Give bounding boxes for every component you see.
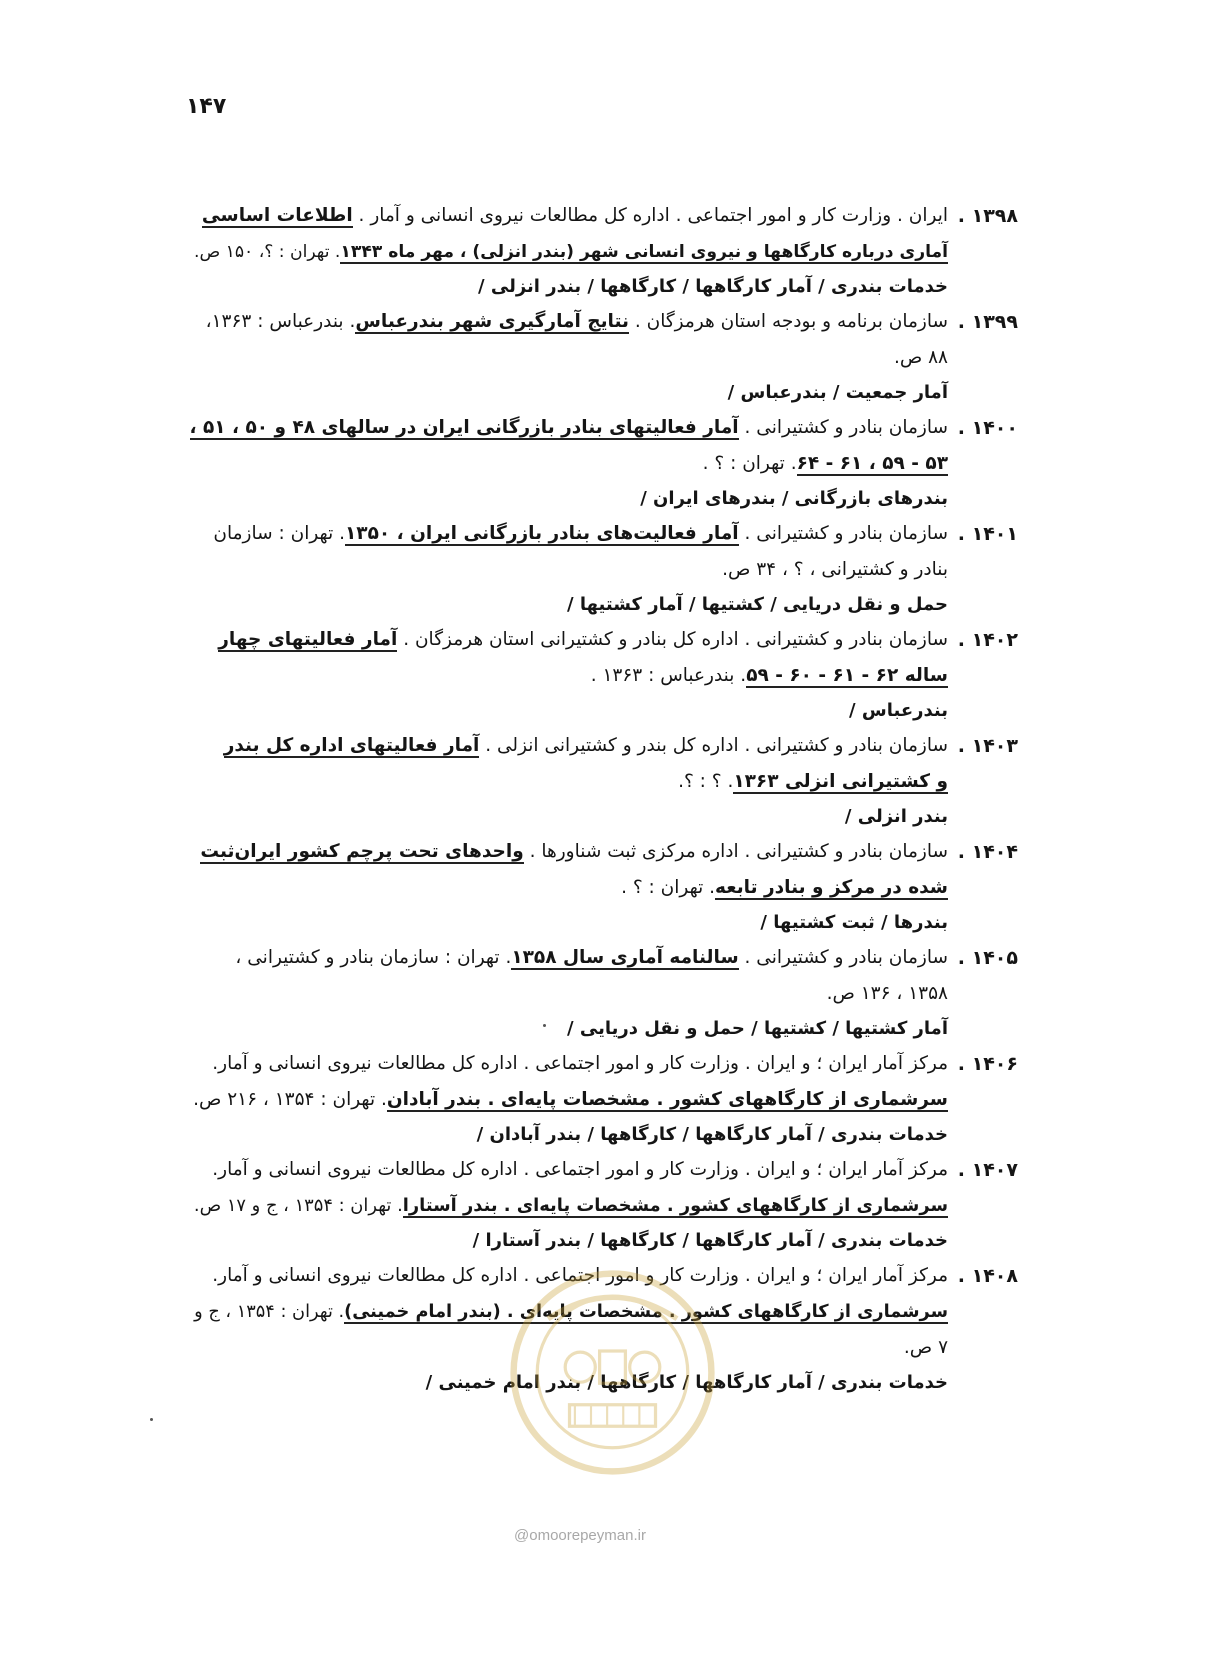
entry-number: ۱۴۰۱ .	[957, 523, 1018, 545]
entry-text: ایران . وزارت کار و امور اجتماعی . اداره کل مطالعات نیروی انسانی و آمار .	[352, 205, 948, 226]
entry-title: و کشتیرانی انزلی ۱۳۶۳	[733, 771, 948, 792]
entry-text: . تهران : سازمان بنادر و کشتیرانی ،	[235, 947, 512, 968]
entry-text: سازمان بنادر و کشتیرانی .	[738, 947, 948, 968]
watermark-text: @omoorepeyman.ir	[514, 1527, 646, 1544]
entry-number: ۱۴۰۸ .	[957, 1265, 1018, 1287]
entry-number: ۱۴۰۲ .	[957, 629, 1018, 651]
entry-text: مرکز آمار ایران ؛ و ایران . وزارت کار و امور اجتماعی . اداره کل مطالعات نیروی انسانی و آمار.	[212, 1265, 948, 1286]
entry-text: سازمان بنادر و کشتیرانی . اداره مرکزی ثبت شناورها .	[523, 841, 948, 862]
entry-number: ۱۴۰۳ .	[957, 735, 1018, 757]
entry-subjects: خدمات بندری / آمار کارگاهها / کارگاهها / بندر امام خمینی /	[425, 1372, 948, 1393]
entry-line	[178, 340, 948, 376]
entry-text: سازمان بنادر و کشتیرانی .	[738, 523, 948, 544]
entry-text: . تهران : ۱۳۵۴ ، ج و ۱۷ ص.	[193, 1195, 403, 1216]
bibliography-entry	[178, 198, 1018, 304]
bibliography-entry	[178, 516, 1018, 622]
entry-title: شده در مرکز و بنادر تابعه	[715, 877, 948, 898]
entry-title: سالنامه آماری سال ۱۳۵۸	[511, 947, 739, 968]
entry-number: ۱۴۰۶ .	[957, 1053, 1018, 1075]
entry-title: سرشماری از کارگاههای کشور . مشخصات پایه‌ای . (بندر امام خمینی)	[344, 1302, 948, 1322]
bibliography-entry	[178, 410, 1018, 516]
entry-line	[178, 1188, 948, 1224]
entry-text: . تهران : ۱۳۵۴ ، ۲۱۶ ص.	[193, 1089, 387, 1110]
entry-subjects: حمل و نقل دریایی / کشتیها / آمار کشتیها /	[567, 594, 948, 615]
entry-line	[178, 834, 948, 870]
entry-title: سرشماری از کارگاههای کشور . مشخصات پایه‌ای . بندر آستارا	[402, 1195, 948, 1216]
entry-line	[178, 940, 948, 976]
entry-text: مرکز آمار ایران ؛ و ایران . وزارت کار و امور اجتماعی . اداره کل مطالعات نیروی انسانی و آمار.	[212, 1159, 948, 1180]
entry-subjects: خدمات بندری / آمار کارگاهها / کارگاهها / بندر آستارا /	[472, 1230, 948, 1251]
entry-title: اطلاعات اساسی	[201, 205, 353, 226]
entry-text: مرکز آمار ایران ؛ و ایران . وزارت کار و امور اجتماعی . اداره کل مطالعات نیروی انسانی و آمار.	[212, 1053, 948, 1074]
entry-title: واحدهای تحت پرچم کشور ایران‌ثبت	[200, 841, 524, 862]
entry-subjects: خدمات بندری / آمار کارگاهها / کارگاهها / بندر آبادان /	[476, 1124, 948, 1145]
entry-title: آمار فعالیتهای اداره کل بندر	[223, 735, 480, 756]
bibliography-entry	[178, 304, 1018, 410]
bibliography-entry	[178, 1152, 1018, 1258]
entry-text: سازمان بنادر و کشتیرانی . اداره کل بندر و کشتیرانی انزلی .	[479, 735, 948, 756]
entry-line	[178, 304, 948, 340]
entry-line	[178, 234, 948, 270]
entry-text: سازمان بنادر و کشتیرانی . اداره کل بنادر و کشتیرانی استان هرمزگان .	[397, 629, 948, 650]
entry-title: آماری درباره کارگاهها و نیروی انسانی شهر (بندر انزلی) ، مهر ماه ۱۳۴۳	[340, 242, 948, 262]
entry-number: ۱۴۰۰ .	[957, 417, 1018, 439]
entry-title: نتایج آمارگیری شهر بندرعباس	[355, 311, 629, 332]
entry-number: ۱۴۰۷ .	[957, 1159, 1018, 1181]
entry-title: سرشماری از کارگاههای کشور . مشخصات پایه‌ای . بندر آبادان	[386, 1089, 948, 1110]
entry-title: ساله ۶۲ - ۶۱ - ۶۰ - ۵۹	[746, 665, 948, 686]
entry-line	[178, 198, 948, 234]
stray-dot	[543, 1024, 546, 1027]
stray-dot	[150, 1418, 153, 1421]
entry-text: . تهران : ؟ .	[621, 877, 716, 898]
bibliography-entry	[178, 834, 1018, 940]
entry-line	[178, 728, 948, 764]
entry-text: . تهران : سازمان	[213, 523, 345, 544]
entry-number: ۱۴۰۵ .	[957, 947, 1018, 969]
entry-line	[178, 1082, 948, 1118]
entry-line	[178, 764, 948, 800]
entry-number: ۱۴۰۴ .	[957, 841, 1018, 863]
entry-text: . ؟ : ؟.	[678, 771, 734, 792]
bibliography-list	[178, 198, 1018, 1400]
bibliography-entry	[178, 728, 1018, 834]
entry-text: سازمان بنادر و کشتیرانی .	[738, 417, 948, 438]
entry-line	[178, 446, 948, 482]
entry-subjects: آمار جمعیت / بندرعباس /	[727, 382, 948, 403]
entry-line	[178, 516, 948, 552]
entry-line	[178, 1152, 948, 1188]
page-number: ۱۴۷	[186, 94, 227, 119]
entry-text: . تهران : ؟، ۱۵۰ ص.	[194, 242, 341, 262]
entry-line	[178, 1046, 948, 1082]
entry-line	[178, 658, 948, 694]
entry-text: . تهران : ۱۳۵۴ ، ج و	[194, 1302, 345, 1322]
entry-subjects: آمار کشتیها / کشتیها / حمل و نقل دریایی /	[567, 1018, 948, 1039]
entry-line	[178, 976, 948, 1012]
entry-text: سازمان برنامه و بودجه استان هرمزگان .	[628, 311, 948, 332]
entry-text: ۸۸ ص.	[893, 347, 948, 368]
entry-text: . بندرعباس : ۱۳۶۳،	[205, 311, 356, 332]
entry-line	[178, 552, 948, 588]
entry-number: ۱۳۹۸ .	[957, 205, 1018, 227]
entry-subjects: بندرها / ثبت کشتیها /	[760, 912, 948, 933]
entry-line	[178, 622, 948, 658]
publisher-seal-watermark	[505, 1265, 720, 1480]
entry-subjects: بندرهای بازرگانی / بندرهای ایران /	[640, 488, 948, 509]
entry-text: . بندرعباس : ۱۳۶۳ .	[590, 665, 747, 686]
bibliography-entry	[178, 1046, 1018, 1152]
entry-subjects: بندرعباس /	[849, 700, 948, 721]
entry-text: ۷ ص.	[903, 1337, 948, 1358]
entry-number: ۱۳۹۹ .	[957, 311, 1018, 333]
entry-subjects: بندر انزلی /	[844, 806, 948, 827]
entry-title: آمار فعالیتهای بنادر بازرگانی ایران در سالهای ۴۸ و ۵۰ ، ۵۱ ،	[189, 417, 739, 438]
entry-title: آمار فعالیتهای چهار	[218, 629, 398, 650]
bibliography-entry	[178, 940, 1018, 1046]
entry-text: . تهران : ؟ .	[702, 453, 797, 474]
entry-line	[178, 410, 948, 446]
entry-text: ۱۳۵۸ ، ۱۳۶ ص.	[826, 983, 948, 1004]
entry-subjects: خدمات بندری / آمار کارگاهها / کارگاهها / بندر انزلی /	[478, 276, 948, 297]
entry-text: بنادر و کشتیرانی ، ؟ ، ۳۴ ص.	[722, 559, 948, 580]
entry-title: ۵۳ - ۵۹ ، ۶۱ - ۶۴	[796, 453, 948, 474]
entry-line	[178, 870, 948, 906]
bibliography-entry	[178, 622, 1018, 728]
entry-title: آمار فعالیت‌های بنادر بازرگانی ایران ، ۱۳۵۰	[345, 523, 739, 544]
